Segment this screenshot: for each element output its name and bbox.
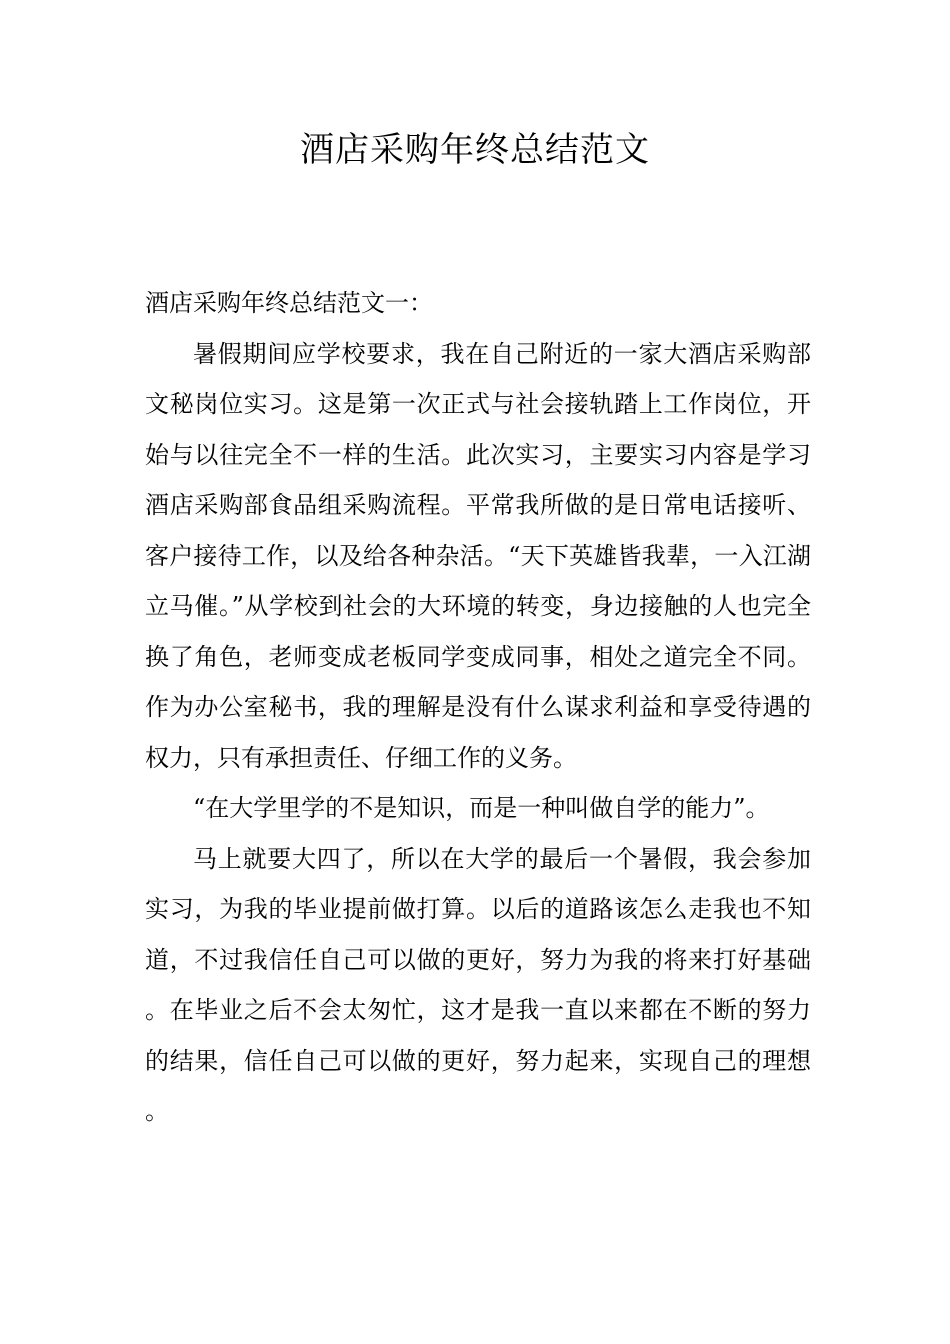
document-title: 酒店采购年终总结范文 [300, 130, 650, 170]
paragraph-internship: 暑假期间应学校要求，我在自己附近的一家大酒店采购部文秘岗位实习。这是第一次正式与社会接轨踏上工作岗位，开始与以往完全不一样的生活。此次实习，主要实习内容是学习酒店采购部食品组采购流程。平常我所做的是日常电话接听、客户接待工作，以及给各种杂活。“天下英雄皆我辈，一入江湖立马催。”从学校到社会的大环境的转变，身边接触的人也完全换了角色，老师变成老板同学变成同事，相处之道完全不同。作为办公室秘书，我的理解是没有什么谋求利益和享受待遇的权力，只有承担责任、仔细工作的义务。 [145, 339, 811, 772]
paragraph-future: 马上就要大四了，所以在大学的最后一个暑假，我会参加实习，为我的毕业提前做打算。以后的道路该怎么走我也不知道，不过我信任自己可以做的更好，努力为我的将来打好基础。在毕业之后不会太匆忙，这才是我一直以来都在不断的努力的结果，信任自己可以做的更好，努力起来，实现自己的理想。 [145, 844, 811, 1125]
document-body [145, 278, 811, 1137]
section-heading: 酒店采购年终总结范文一： [145, 289, 433, 317]
paragraph-quote: “在大学里学的不是知识，而是一种叫做自学的能力”。 [193, 794, 770, 822]
